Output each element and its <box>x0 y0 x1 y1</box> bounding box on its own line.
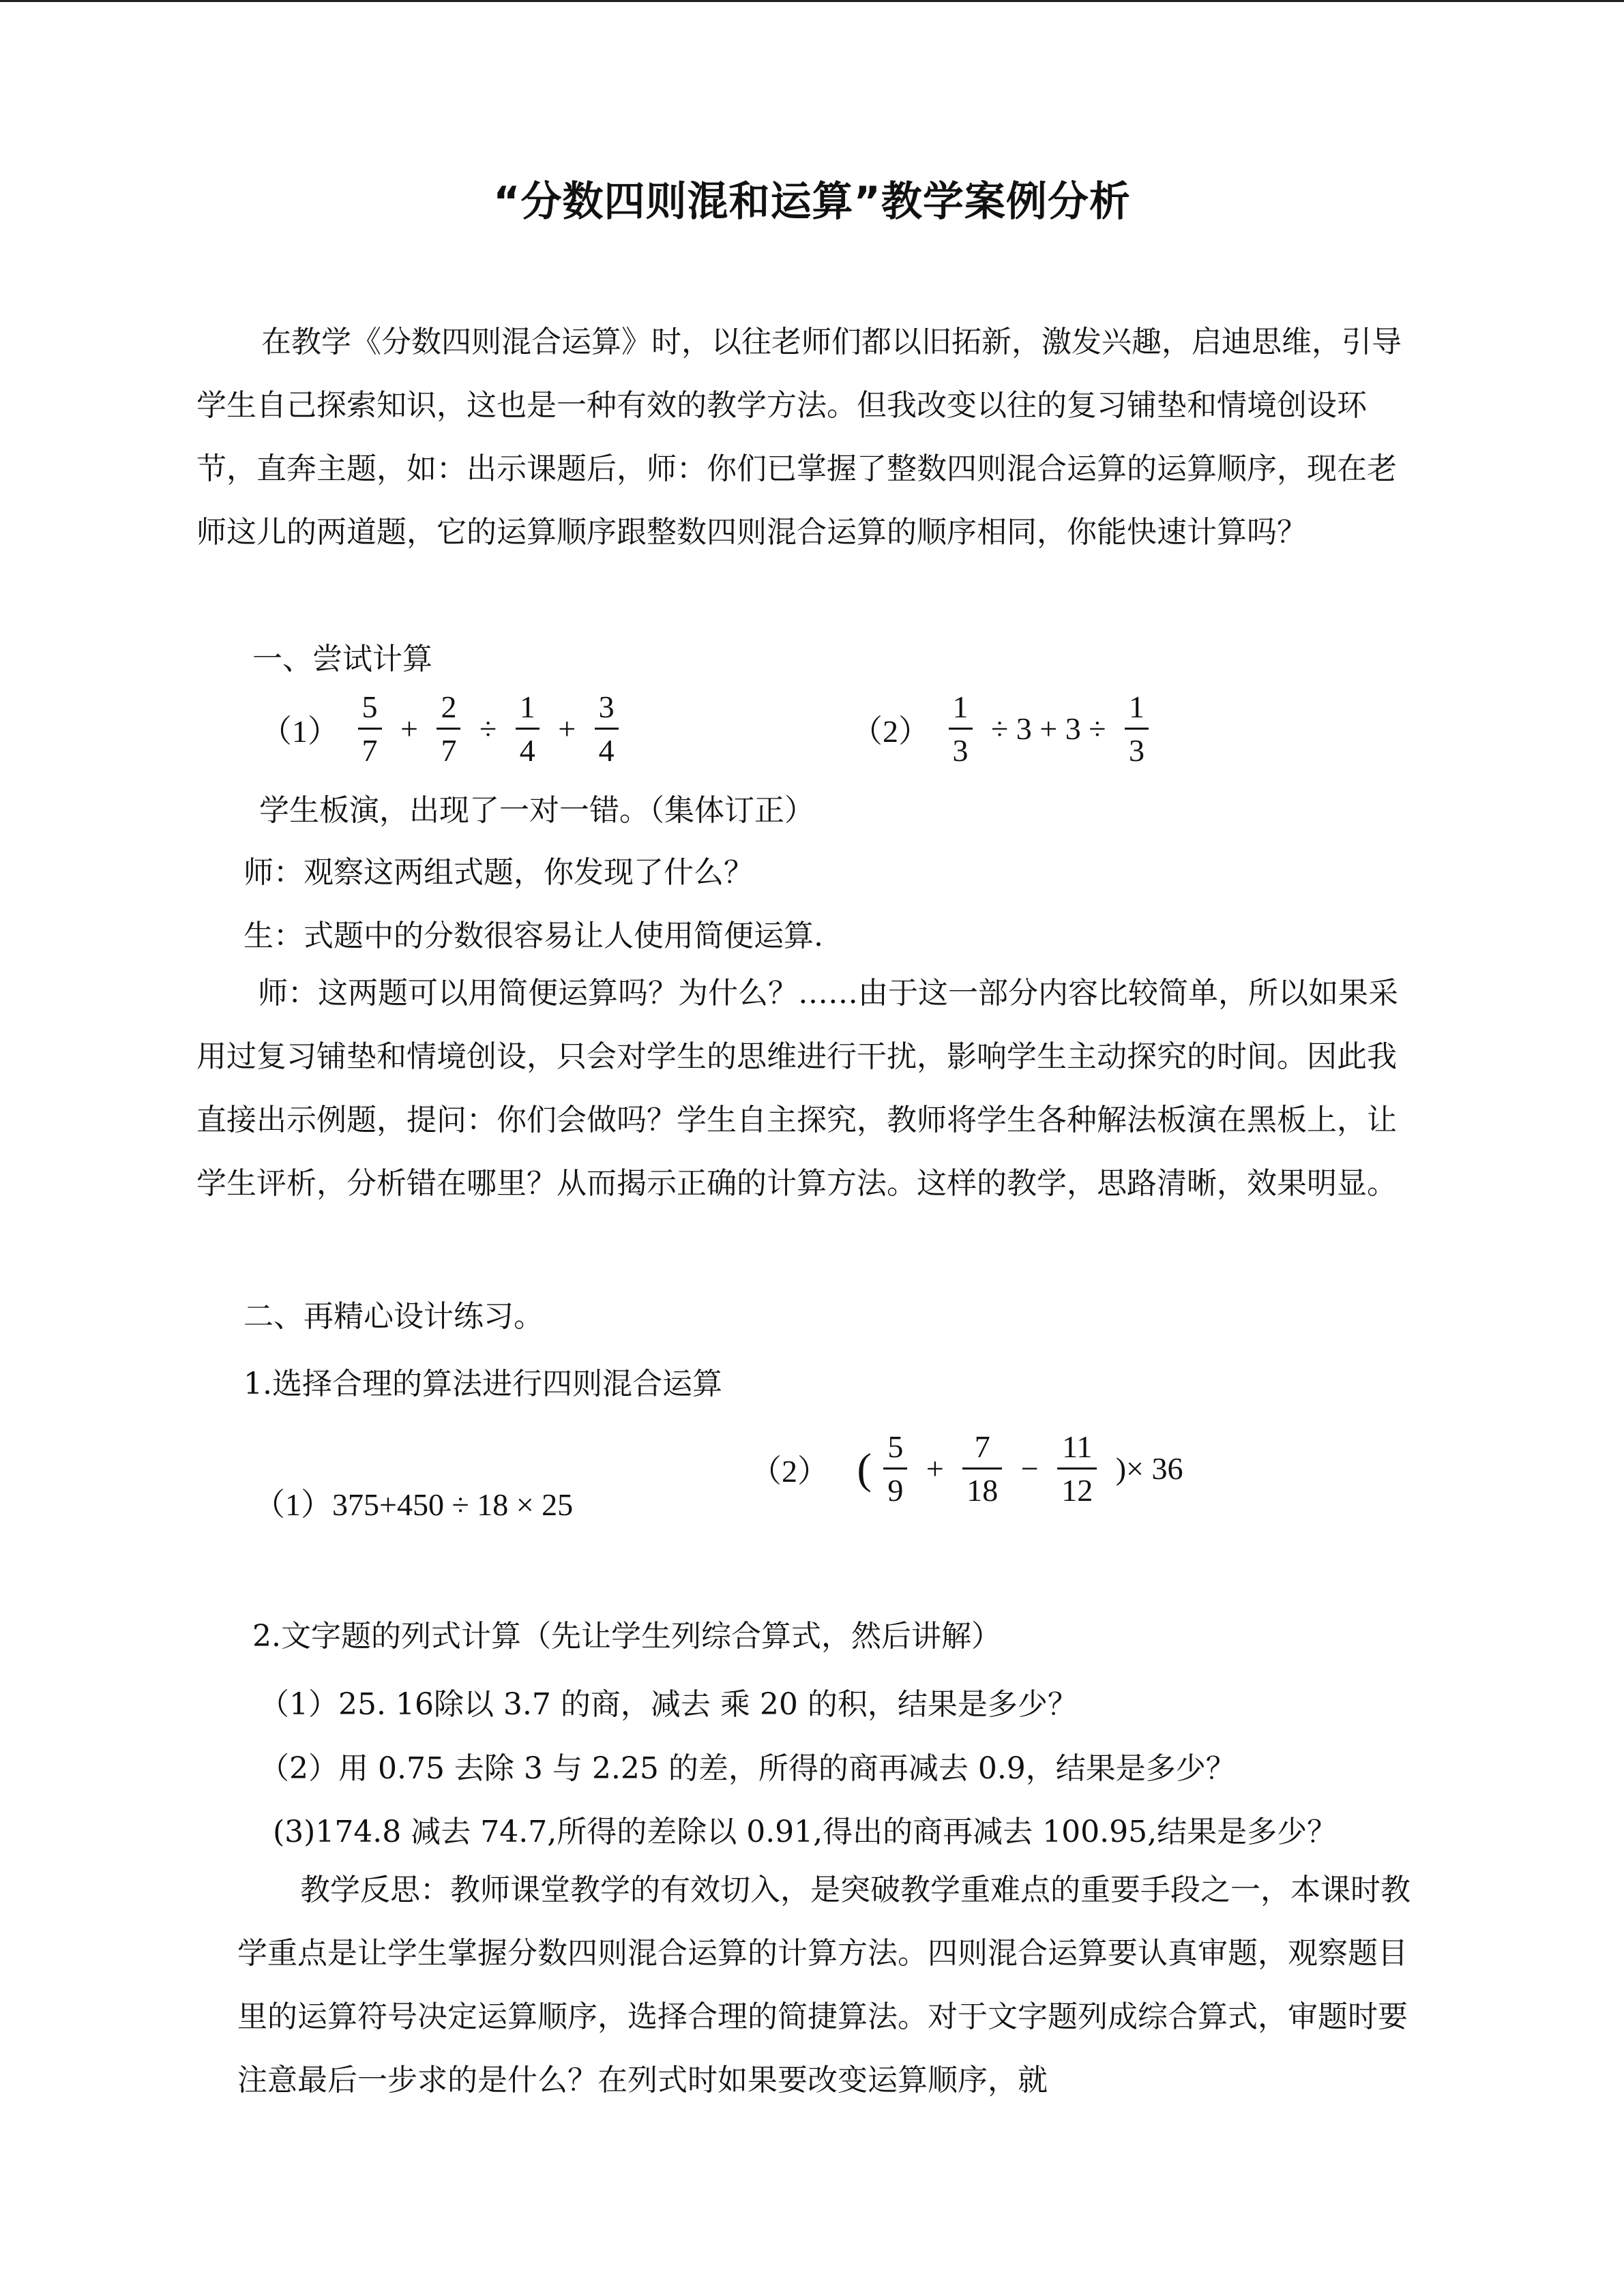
problem-1-label: （1） <box>261 713 339 749</box>
left-paren: ( <box>857 1444 872 1493</box>
exercise-1-problem-2 <box>743 1429 1190 1508</box>
problem-2 <box>844 689 1153 769</box>
fraction: $\frac{1}{3}$ <box>949 689 973 769</box>
times-36: )× 36 <box>1115 1451 1183 1486</box>
operator: + <box>558 711 576 746</box>
teacher-question: 师：观察这两组式题，你发现了什么？ <box>243 855 754 890</box>
top-border <box>0 0 1624 2</box>
page-title: “分数四则混和运算”教学案例分析 <box>493 178 1131 226</box>
exercise-1-problem-1: （1）375+450 ÷ 18 × 25 <box>254 1487 574 1522</box>
fraction: $\frac{3}{4}$ <box>595 689 619 769</box>
exercise-1-problem-2-label: （2） <box>750 1453 829 1489</box>
fraction: $\frac{5}{7}$ <box>358 689 382 769</box>
operator: − <box>1020 1451 1039 1486</box>
fraction: $\frac{1}{3}$ <box>1125 689 1149 769</box>
fraction: $\frac{2}{7}$ <box>437 689 460 769</box>
fraction: $\frac{11}{12}$ <box>1057 1429 1097 1508</box>
student-answer: 生：式题中的分数很容易让人使用简便运算. <box>243 919 823 953</box>
board-note: 学生板演，出现了一对一错。（集体订正） <box>259 793 814 828</box>
section-heading-1: 一、尝试计算 <box>252 642 432 676</box>
problem-1 <box>254 689 623 769</box>
fraction: $\frac{1}{4}$ <box>516 689 540 769</box>
fraction: $\frac{7}{18}$ <box>962 1429 1002 1508</box>
exercise-2-title: 2.文字题的列式计算（先让学生列综合算式，然后讲解） <box>252 1619 1001 1654</box>
teacher-paragraph: 师：这两题可以用简便运算吗？为什么？……由于这一部分内容比较简单，所以如果采用过复习铺垫和情境创设，只会对学生的思维进行干扰，影响学生主动探究的时间。因此我直接出示例题，提问：你们会做吗？学生自主探究，教师将学生各种解法板演在黑板上，让学生评析，分析错在哪里？从而揭示正确的计算方法。这样的教学，思路清晰，效果明显。 <box>196 976 1398 1201</box>
operator: + <box>926 1451 944 1486</box>
operator: + <box>400 711 418 746</box>
operator-sequence: ÷ 3 + 3 ÷ <box>991 711 1106 746</box>
exercise-1-title: 1.选择合理的算法进行四则混合运算 <box>243 1367 722 1401</box>
exercise-2-question-2: （2）用 0.75 去除 3 与 2.25 的差，所得的商再减去 0.9，结果是多少？ <box>259 1751 1236 1786</box>
exercise-2-question-1: （1）25. 16除以 3.7 的商，减去 乘 20 的积，结果是多少？ <box>259 1687 1078 1722</box>
intro-paragraph: 在教学《分数四则混合运算》时，以往老师们都以旧拓新，激发兴趣，启迪思维，引导学生自己探索知识，这也是一种有效的教学方法。但我改变以往的复习铺垫和情境创设环节，直奔主题，如：出示课题后，师：你们已掌握了整数四则混合运算的运算顺序，现在老师这儿的两道题，它的运算顺序跟整数四则混合运算的顺序相同，你能快速计算吗？ <box>196 325 1402 550</box>
operator: ÷ <box>479 711 497 746</box>
reflection-paragraph: 教学反思：教师课堂教学的有效切入，是突破教学重难点的重要手段之一，本课时教学重点是让学生掌握分数四则混合运算的计算方法。四则混合运算要认真审题，观察题目里的运算符号决定运算顺序，选择合理的简捷算法。对于文字题列成综合算式，审题时要注意最后一步求的是什么？在列式时如果要改变运算顺序，就 <box>237 1873 1411 2098</box>
fraction: $\frac{5}{9}$ <box>883 1429 907 1508</box>
exercise-2-question-3: (3)174.8 减去 74.7,所得的差除以 0.91,得出的商再减去 100.95,结果是多少？ <box>273 1815 1338 1849</box>
problem-2-label: （2） <box>851 713 930 749</box>
section-heading-2: 二、再精心设计练习。 <box>243 1299 544 1334</box>
